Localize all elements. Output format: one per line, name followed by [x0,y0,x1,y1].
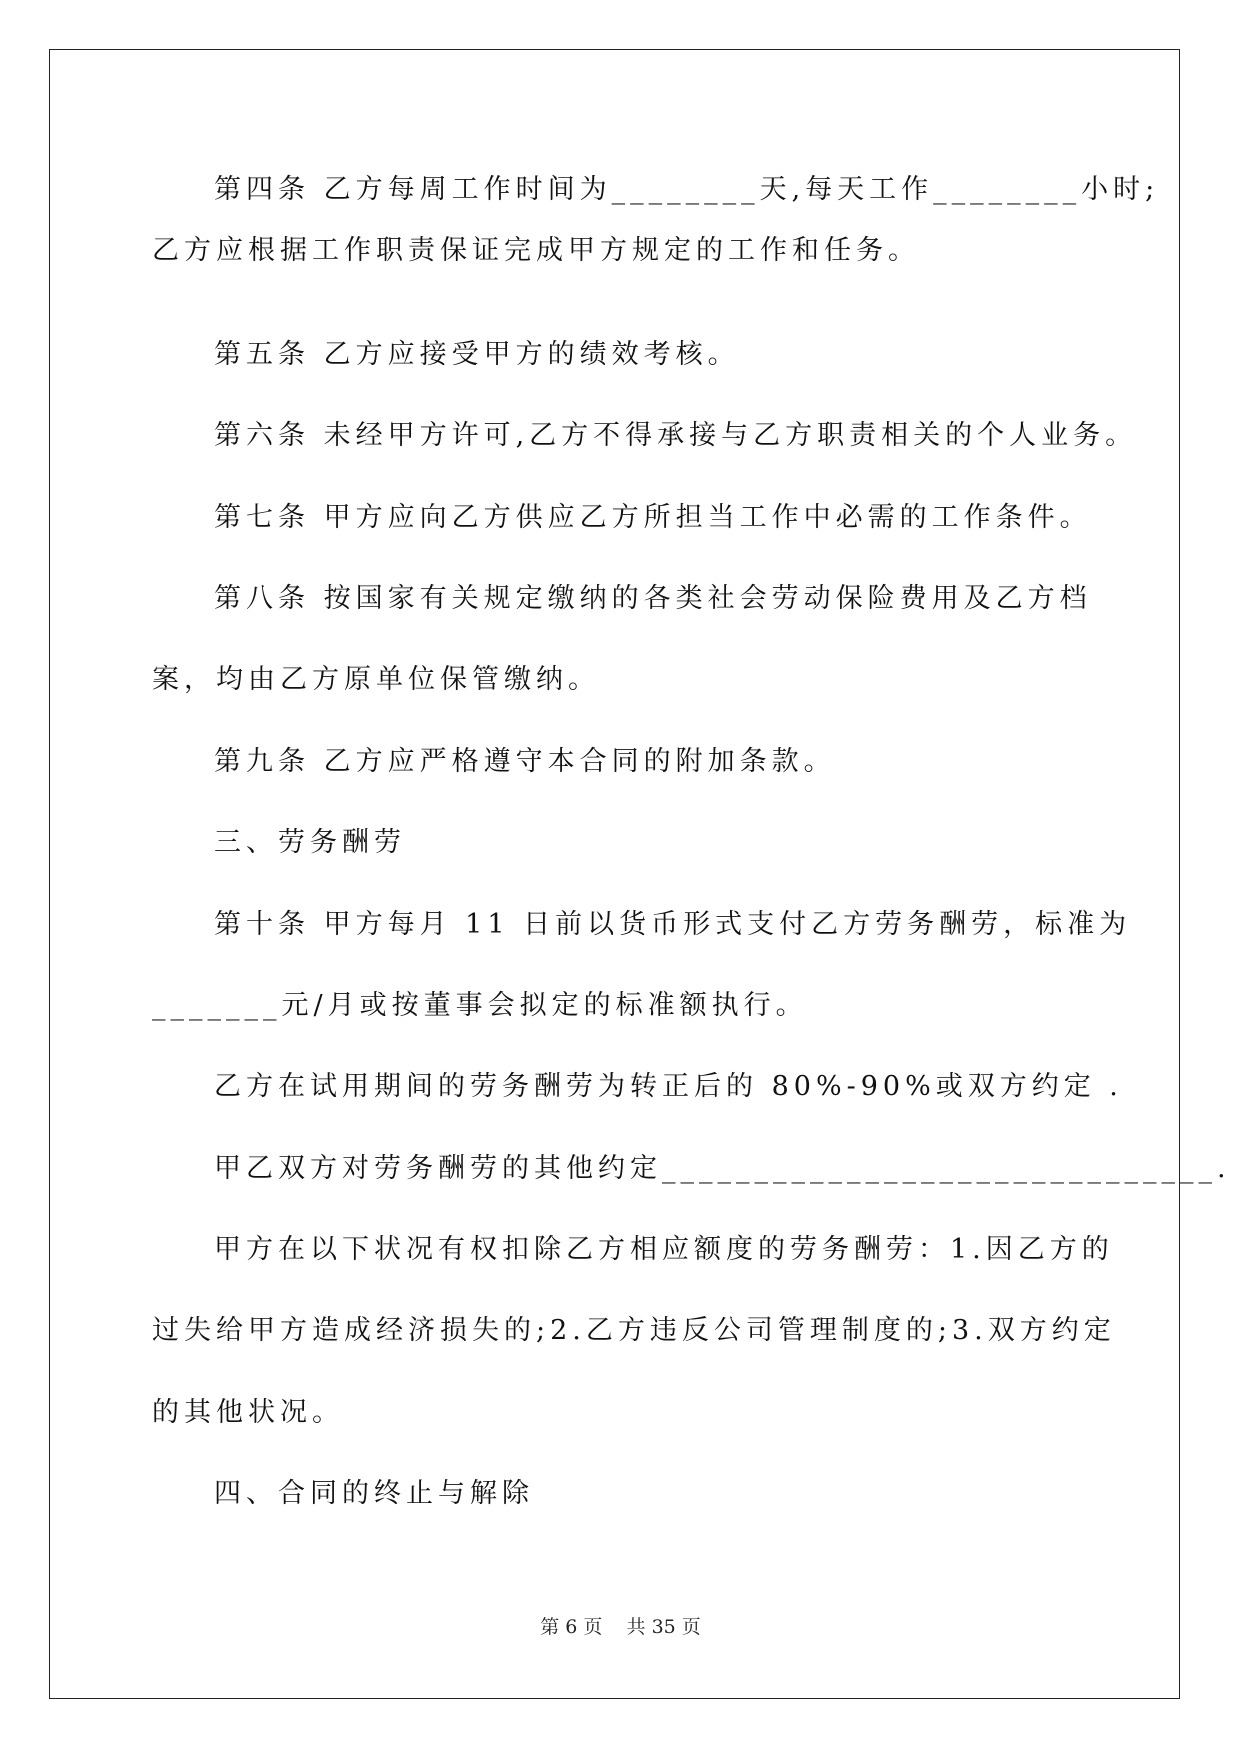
clause-8-line-1: 第八条 按国家有关规定缴纳的各类社会劳动保险费用及乙方档 [214,583,1092,614]
clause-4-line-1: 第四条 乙方每周工作时间为________天,每天工作________小时; [214,174,1160,205]
section-3-heading: 三、劳务酬劳 [214,827,406,858]
probation-pay: 乙方在试用期间的劳务酬劳为转正后的 80%-90%或双方约定 . [214,1071,1123,1102]
deduction-line-2: 过失给甲方造成经济损失的;2.乙方违反公司管理制度的;3.双方约定 [152,1315,1116,1346]
clause-8-line-2: 案，均由乙方原单位保管缴纳。 [152,664,600,695]
clause-10-line-2: _______元/月或按董事会拟定的标准额执行。 [152,990,808,1021]
clause-10-line-1: 第十条 甲方每月 11 日前以货币形式支付乙方劳务酬劳，标准为 [214,909,1132,940]
page-footer [0,1612,1241,1639]
page-number: 第 6 页 [540,1616,603,1638]
clause-7: 第七条 甲方应向乙方供应乙方所担当工作中必需的工作条件。 [214,502,1092,533]
deduction-line-3: 的其他状况。 [152,1397,344,1428]
clause-4-line-2: 乙方应根据工作职责保证完成甲方规定的工作和任务。 [152,235,920,266]
page-border [49,49,1180,1699]
deduction-line-1: 甲方在以下状况有权扣除乙方相应额度的劳务酬劳：1.因乙方的 [214,1234,1114,1265]
page-total: 共 35 页 [626,1616,701,1638]
other-pay-agreement: 甲乙双方对劳务酬劳的其他约定______________________________. [214,1153,1231,1184]
clause-6: 第六条 未经甲方许可,乙方不得承接与乙方职责相关的个人业务。 [214,420,1138,451]
clause-9: 第九条 乙方应严格遵守本合同的附加条款。 [214,746,836,777]
section-4-heading: 四、合同的终止与解除 [214,1478,534,1509]
clause-5: 第五条 乙方应接受甲方的绩效考核。 [214,339,740,370]
